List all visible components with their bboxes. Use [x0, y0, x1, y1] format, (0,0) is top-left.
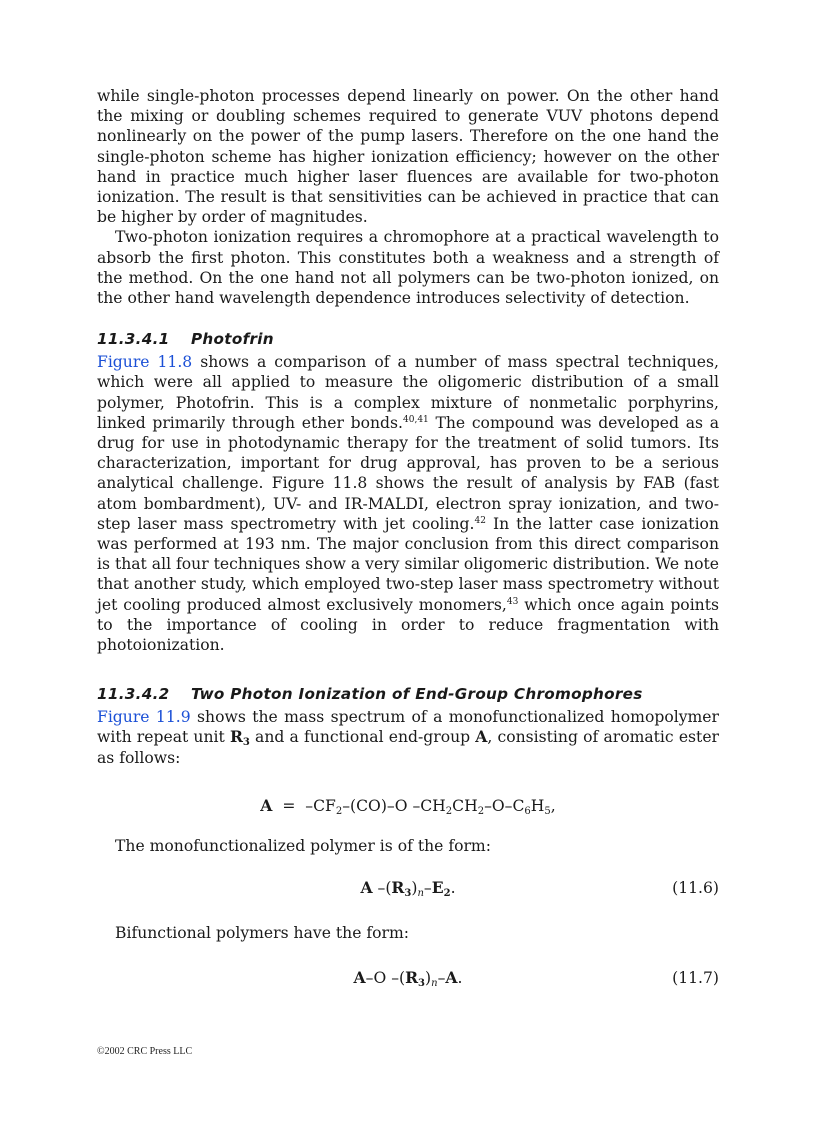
section-title: Two Photon Ionization of End-Group Chromophores [191, 685, 643, 704]
reference-superscript: 42 [474, 515, 486, 526]
section-title: Photofrin [191, 330, 274, 349]
figure-11-9-link[interactable]: Figure 11.9 [97, 708, 191, 727]
section-heading-end-group [97, 683, 719, 705]
copyright-footer: ©2002 CRC Press LLC [97, 1046, 193, 1057]
paragraph-bifunctional: Bifunctional polymers have the form: [115, 924, 410, 943]
section-heading-photofrin [97, 328, 719, 350]
figure-11-8-link[interactable]: Figure 11.8 [97, 353, 193, 372]
reference-superscript: 40,41 [403, 414, 429, 425]
paragraph-2: Two-photon ionization requires a chromophore at a practical wavelength to absorb the first photon. This constitutes both a weakness and a strength of the method. On the one hand not all polymers can be two-photon ionized, on the other hand wavelength dependence introduces selectivity of detection. [97, 228, 719, 308]
equation-end-group-a: $A = -CF_2-(CO)-O$ $-CH_2CH_2-O-C_6H_5$, [260, 795, 556, 817]
paragraph-monofunctional: The monofunctionalized polymer is of the form: [115, 836, 491, 855]
section-number: 11.3.4.1 [97, 330, 170, 349]
equation-11-7: A–O $-(R_3)_n-A$. (11.7) [353, 968, 719, 990]
equation-number: (11.6) [672, 879, 719, 898]
reference-superscript: 43 [506, 596, 519, 607]
paragraph-1: while single-photon processes depend linearly on power. On the other hand the mixing or doubling schemes required to generate VUV photons depend nonlinearly on the power of the pump lasers. Therefore on the one hand the single-photon scheme has higher ionization efficiency; however on the other hand in practice much higher laser fluences are available for two-photon ionization. The result is that sensitivities can be achieved in practice that can be higher by order of magnitudes. [97, 87, 719, 227]
paragraph-end-group: Figure 11.9 shows the mass spectrum of a monofunctionalized homopolymer with repeat unit $R_3$ and a functional end-group A, consisting of aromatic ester as follows: [97, 708, 719, 767]
section-number: 11.3.4.2 [97, 685, 170, 704]
equation-number: (11.7) [672, 969, 719, 988]
paragraph-photofrin: Figure 11.8 shows a comparison of a number of mass spectral techniques, which were all applied to measure the oligomeric distribution of a small polymer, Photofrin. This is a complex mixture of nonmetalic porphyrins, linked primarily through ether bonds.$^{40,41}$ The compound was developed as a drug for use in photodynamic therapy for the treatment of solid tumors. Its characterization, important for drug approval, has proven to be a serious analytical challenge. Figure 11.8 shows the result of analysis by FAB (fast atom bombardment), UV- and IR-MALDI, electron spray ionization, and two-step laser mass spectrometry with jet cooling.$^{42}$ In the latter case ionization was performed at 193 nm. The major conclusion from this direct comparison is that all four techniques show a very similar oligomeric distribution. We note that another study, which employed two-step laser mass spectrometry without jet cooling produced almost exclusively monomers,$^{43}$ which once again points to the importance of cooling in order to reduce fragmentation with photoionization. [97, 353, 720, 655]
equation-11-6: A $-(R_3)_n-E_2$. (11.6) [360, 878, 719, 900]
page-content [97, 86, 719, 990]
